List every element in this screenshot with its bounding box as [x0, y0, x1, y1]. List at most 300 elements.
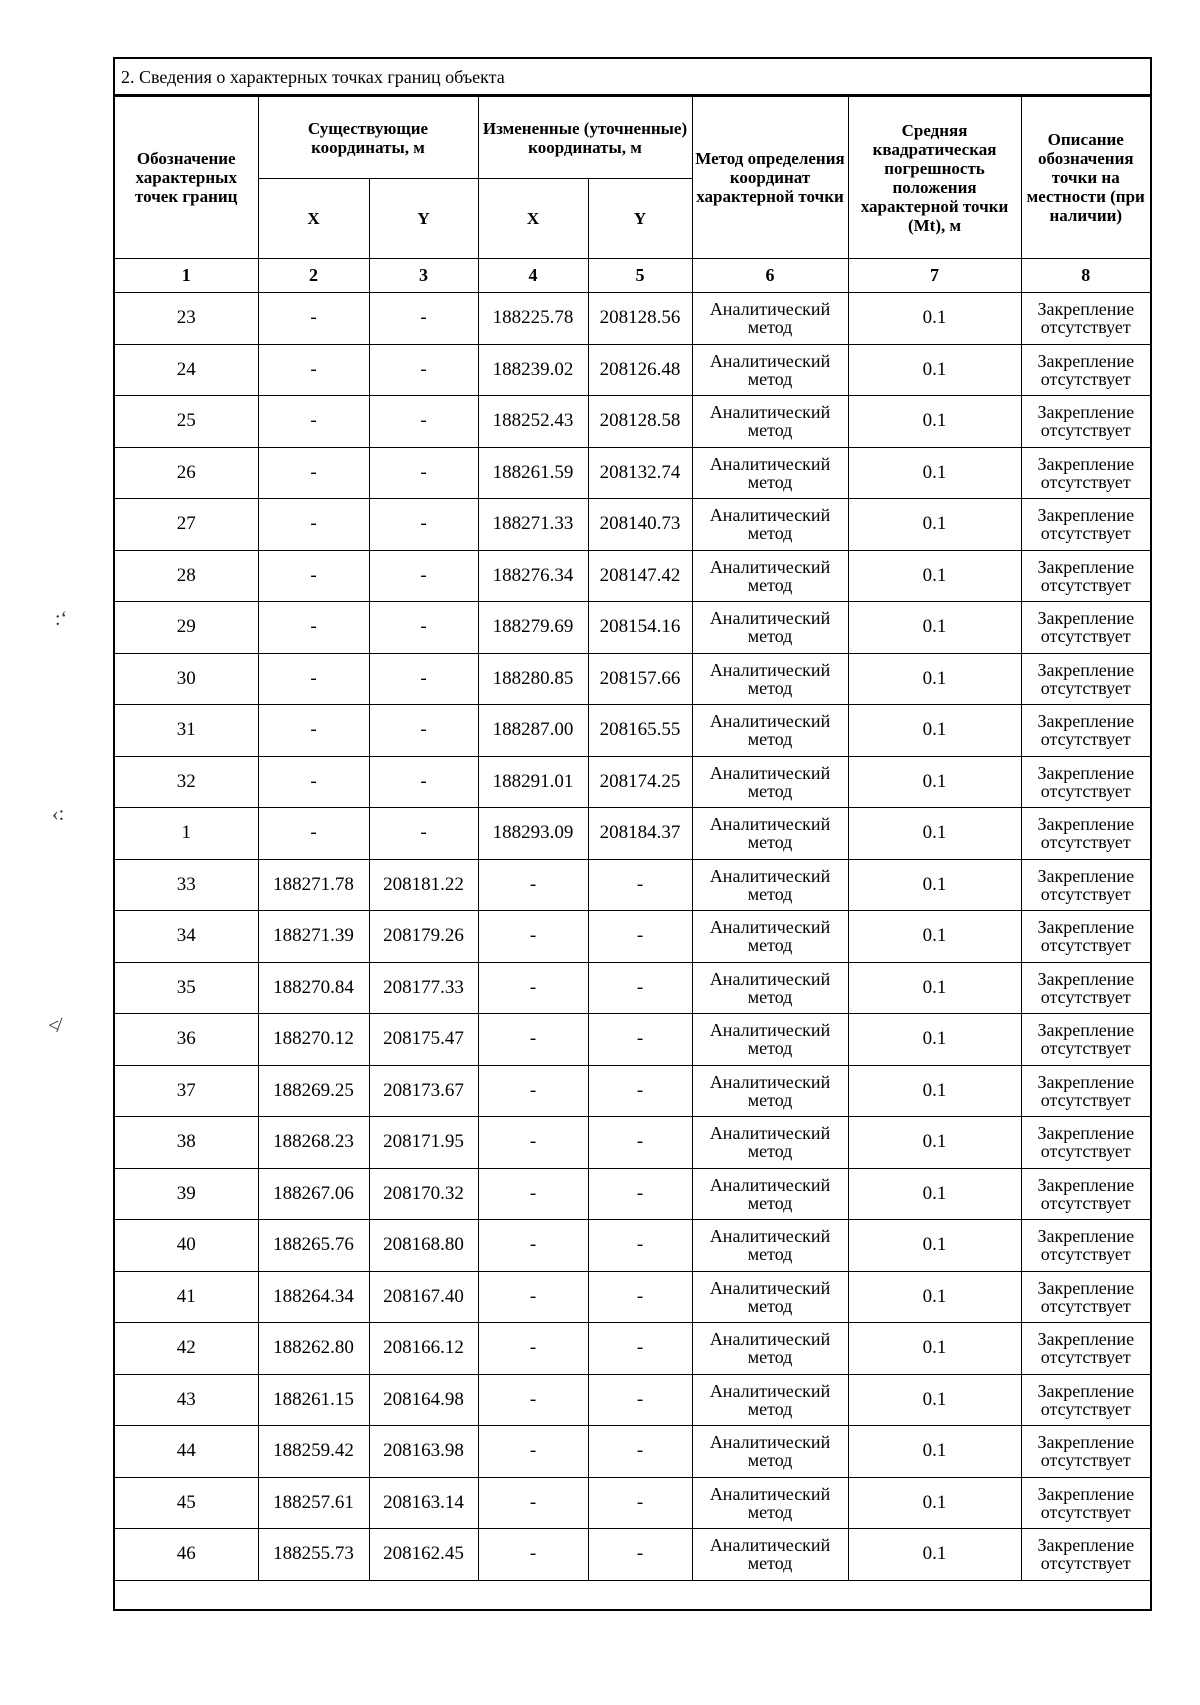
method-cell — [692, 1014, 848, 1066]
method-text: метод — [747, 1141, 793, 1162]
changed-x-cell: 188225.78 — [478, 293, 588, 345]
method-text: метод — [747, 368, 793, 389]
existing-y-cell: 208179.26 — [369, 911, 478, 963]
header-existing-x: X — [258, 179, 369, 259]
mean-error-cell: 0.1 — [848, 550, 1021, 602]
method-text: Аналитический — [709, 814, 831, 835]
point-cell: 36 — [115, 1014, 258, 1066]
existing-y-cell: - — [369, 602, 478, 654]
description-text: отсутствует — [1040, 832, 1131, 853]
description-text: Закрепление — [1037, 350, 1135, 371]
changed-x-cell: 188276.34 — [478, 550, 588, 602]
existing-x-cell: - — [258, 293, 369, 345]
method-text: метод — [747, 832, 793, 853]
point-cell: 38 — [115, 1117, 258, 1169]
column-number: 6 — [692, 259, 848, 293]
description-text: отсутствует — [1040, 317, 1131, 338]
mean-error-cell: 0.1 — [848, 1168, 1021, 1220]
changed-x-cell: - — [478, 1271, 588, 1323]
method-text: Аналитический — [709, 299, 831, 320]
existing-y-cell: - — [369, 705, 478, 757]
column-number: 8 — [1021, 259, 1150, 293]
changed-x-cell: - — [478, 1323, 588, 1375]
existing-y-cell: 208170.32 — [369, 1168, 478, 1220]
table-row — [115, 1117, 1150, 1169]
method-text: Аналитический — [709, 1174, 831, 1195]
method-text: Аналитический — [709, 350, 831, 371]
method-text: Аналитический — [709, 917, 831, 938]
changed-x-cell: 188291.01 — [478, 756, 588, 808]
description-text: Закрепление — [1037, 1020, 1135, 1041]
table-row — [115, 1426, 1150, 1478]
description-text: отсутствует — [1040, 1038, 1131, 1059]
method-cell — [692, 1220, 848, 1272]
existing-x-cell: 188261.15 — [258, 1374, 369, 1426]
mean-error-cell: 0.1 — [848, 1477, 1021, 1529]
method-cell — [692, 962, 848, 1014]
description-text: Закрепление — [1037, 1071, 1135, 1092]
table-footer-space — [115, 1581, 1150, 1616]
method-text: метод — [747, 1089, 793, 1110]
changed-y-cell: 208165.55 — [588, 705, 692, 757]
description-text: Закрепление — [1037, 1123, 1135, 1144]
description-text: Закрепление — [1037, 1226, 1135, 1247]
changed-y-cell: 208154.16 — [588, 602, 692, 654]
method-text: Аналитический — [709, 556, 831, 577]
changed-x-cell: - — [478, 859, 588, 911]
scan-speck-mark: :‘ — [55, 608, 68, 630]
point-cell: 28 — [115, 550, 258, 602]
existing-x-cell: - — [258, 602, 369, 654]
description-cell — [1021, 396, 1150, 448]
changed-x-cell: 188261.59 — [478, 447, 588, 499]
method-text: метод — [747, 883, 793, 904]
point-cell: 41 — [115, 1271, 258, 1323]
existing-x-cell: 188265.76 — [258, 1220, 369, 1272]
description-text: Закрепление — [1037, 1329, 1135, 1350]
existing-x-cell: - — [258, 756, 369, 808]
changed-x-cell: - — [478, 1426, 588, 1478]
point-cell: 37 — [115, 1065, 258, 1117]
mean-error-cell: 0.1 — [848, 499, 1021, 551]
existing-x-cell: 188271.78 — [258, 859, 369, 911]
point-cell: 32 — [115, 756, 258, 808]
method-text: метод — [747, 1347, 793, 1368]
method-text: метод — [747, 317, 793, 338]
existing-x-cell: 188271.39 — [258, 911, 369, 963]
description-text: отсутствует — [1040, 729, 1131, 750]
changed-x-cell: - — [478, 1168, 588, 1220]
table-row — [115, 550, 1150, 602]
method-cell — [692, 808, 848, 860]
method-text: метод — [747, 677, 793, 698]
existing-x-cell: - — [258, 344, 369, 396]
method-text: метод — [747, 471, 793, 492]
method-text: Аналитический — [709, 1483, 831, 1504]
method-cell — [692, 344, 848, 396]
table-row — [115, 1323, 1150, 1375]
changed-y-cell: 208132.74 — [588, 447, 692, 499]
table-row — [115, 1220, 1150, 1272]
method-cell — [692, 1168, 848, 1220]
section-title: 2. Сведения о характерных точках границ объекта — [115, 59, 1150, 96]
description-cell — [1021, 1374, 1150, 1426]
mean-error-cell: 0.1 — [848, 962, 1021, 1014]
changed-x-cell: - — [478, 1529, 588, 1581]
description-text: Закрепление — [1037, 505, 1135, 526]
existing-y-cell: - — [369, 756, 478, 808]
table-row — [115, 1065, 1150, 1117]
method-text: метод — [747, 626, 793, 647]
description-text: отсутствует — [1040, 574, 1131, 595]
method-text: Аналитический — [709, 762, 831, 783]
changed-y-cell: - — [588, 1374, 692, 1426]
existing-y-cell: 208163.98 — [369, 1426, 478, 1478]
mean-error-cell: 0.1 — [848, 705, 1021, 757]
table-row — [115, 859, 1150, 911]
description-text: Закрепление — [1037, 814, 1135, 835]
existing-y-cell: 208167.40 — [369, 1271, 478, 1323]
header-method: Метод определения координат характерной точки — [692, 97, 848, 259]
point-cell: 45 — [115, 1477, 258, 1529]
table-row — [115, 344, 1150, 396]
existing-y-cell: 208173.67 — [369, 1065, 478, 1117]
changed-x-cell: 188293.09 — [478, 808, 588, 860]
method-text: Аналитический — [709, 1123, 831, 1144]
description-text: Закрепление — [1037, 1380, 1135, 1401]
point-cell: 46 — [115, 1529, 258, 1581]
table-row — [115, 1014, 1150, 1066]
method-text: метод — [747, 1244, 793, 1265]
changed-y-cell: 208128.58 — [588, 396, 692, 448]
method-cell — [692, 705, 848, 757]
mean-error-cell: 0.1 — [848, 911, 1021, 963]
table-row — [115, 1168, 1150, 1220]
method-text: метод — [747, 935, 793, 956]
existing-y-cell: 208163.14 — [369, 1477, 478, 1529]
column-number-row — [115, 259, 1150, 293]
mean-error-cell: 0.1 — [848, 1117, 1021, 1169]
changed-x-cell: - — [478, 1477, 588, 1529]
header-designation: Обозначение характерных точек границ — [115, 97, 258, 259]
point-cell: 31 — [115, 705, 258, 757]
method-cell — [692, 859, 848, 911]
method-text: метод — [747, 1192, 793, 1213]
existing-x-cell: - — [258, 808, 369, 860]
description-text: отсутствует — [1040, 1089, 1131, 1110]
method-text: метод — [747, 729, 793, 750]
changed-x-cell: 188271.33 — [478, 499, 588, 551]
description-cell — [1021, 859, 1150, 911]
existing-x-cell: 188269.25 — [258, 1065, 369, 1117]
method-text: Аналитический — [709, 402, 831, 423]
column-number: 2 — [258, 259, 369, 293]
method-text: Аналитический — [709, 865, 831, 886]
changed-x-cell: - — [478, 1065, 588, 1117]
method-text: метод — [747, 780, 793, 801]
method-cell — [692, 1477, 848, 1529]
method-text: Аналитический — [709, 1020, 831, 1041]
description-cell — [1021, 1529, 1150, 1581]
description-cell — [1021, 1220, 1150, 1272]
mean-error-cell: 0.1 — [848, 756, 1021, 808]
point-cell: 33 — [115, 859, 258, 911]
method-text: Аналитический — [709, 608, 831, 629]
method-cell — [692, 756, 848, 808]
header-mean-error: Средняя квадратическая погрешность положения характерной точки (Mt), м — [848, 97, 1021, 259]
mean-error-cell: 0.1 — [848, 344, 1021, 396]
changed-y-cell: - — [588, 1220, 692, 1272]
existing-x-cell: 188264.34 — [258, 1271, 369, 1323]
table-row — [115, 808, 1150, 860]
changed-y-cell: - — [588, 1529, 692, 1581]
mean-error-cell: 0.1 — [848, 1271, 1021, 1323]
method-cell — [692, 653, 848, 705]
method-text: Аналитический — [709, 968, 831, 989]
changed-y-cell: 208174.25 — [588, 756, 692, 808]
description-cell — [1021, 1014, 1150, 1066]
description-cell — [1021, 1477, 1150, 1529]
existing-x-cell: - — [258, 396, 369, 448]
point-cell: 29 — [115, 602, 258, 654]
column-number: 4 — [478, 259, 588, 293]
point-cell: 44 — [115, 1426, 258, 1478]
description-text: Закрепление — [1037, 453, 1135, 474]
method-text: Аналитический — [709, 659, 831, 680]
description-text: отсутствует — [1040, 677, 1131, 698]
description-text: отсутствует — [1040, 1347, 1131, 1368]
existing-x-cell: 188259.42 — [258, 1426, 369, 1478]
table-body — [115, 293, 1150, 1581]
description-text: отсутствует — [1040, 1398, 1131, 1419]
description-text: отсутствует — [1040, 1450, 1131, 1471]
mean-error-cell: 0.1 — [848, 1374, 1021, 1426]
existing-y-cell: - — [369, 653, 478, 705]
changed-y-cell: - — [588, 1426, 692, 1478]
existing-x-cell: 188268.23 — [258, 1117, 369, 1169]
point-cell: 42 — [115, 1323, 258, 1375]
description-text: Закрепление — [1037, 608, 1135, 629]
method-cell — [692, 1117, 848, 1169]
table-row — [115, 1477, 1150, 1529]
method-text: Аналитический — [709, 1226, 831, 1247]
description-cell — [1021, 499, 1150, 551]
existing-x-cell: 188257.61 — [258, 1477, 369, 1529]
existing-y-cell: - — [369, 550, 478, 602]
table-row — [115, 1374, 1150, 1426]
mean-error-cell: 0.1 — [848, 1426, 1021, 1478]
scan-speck-mark: ≮ — [48, 1015, 60, 1037]
description-cell — [1021, 293, 1150, 345]
description-text: Закрепление — [1037, 865, 1135, 886]
existing-y-cell: - — [369, 396, 478, 448]
method-cell — [692, 1323, 848, 1375]
description-text: Закрепление — [1037, 1174, 1135, 1195]
description-cell — [1021, 550, 1150, 602]
point-cell: 23 — [115, 293, 258, 345]
changed-y-cell: - — [588, 1477, 692, 1529]
existing-x-cell: 188267.06 — [258, 1168, 369, 1220]
description-cell — [1021, 447, 1150, 499]
mean-error-cell: 0.1 — [848, 653, 1021, 705]
method-text: Аналитический — [709, 453, 831, 474]
description-text: Закрепление — [1037, 402, 1135, 423]
description-text: Закрепление — [1037, 917, 1135, 938]
existing-x-cell: 188255.73 — [258, 1529, 369, 1581]
point-cell: 27 — [115, 499, 258, 551]
mean-error-cell: 0.1 — [848, 1065, 1021, 1117]
mean-error-cell: 0.1 — [848, 859, 1021, 911]
description-text: отсутствует — [1040, 883, 1131, 904]
existing-x-cell: 188270.84 — [258, 962, 369, 1014]
method-cell — [692, 447, 848, 499]
table-row — [115, 602, 1150, 654]
existing-y-cell: 208162.45 — [369, 1529, 478, 1581]
existing-x-cell: - — [258, 447, 369, 499]
method-text: Аналитический — [709, 711, 831, 732]
changed-y-cell: - — [588, 1168, 692, 1220]
table-row — [115, 962, 1150, 1014]
description-text: отсутствует — [1040, 1192, 1131, 1213]
changed-y-cell: 208184.37 — [588, 808, 692, 860]
description-text: Закрепление — [1037, 968, 1135, 989]
description-text: Закрепление — [1037, 299, 1135, 320]
existing-y-cell: 208168.80 — [369, 1220, 478, 1272]
description-text: Закрепление — [1037, 711, 1135, 732]
description-text: отсутствует — [1040, 935, 1131, 956]
existing-y-cell: - — [369, 344, 478, 396]
method-text: Аналитический — [709, 1277, 831, 1298]
header-changed-y: Y — [588, 179, 692, 259]
method-cell — [692, 396, 848, 448]
method-text: метод — [747, 1501, 793, 1522]
description-text: Закрепление — [1037, 1535, 1135, 1556]
method-cell — [692, 1374, 848, 1426]
table-row — [115, 705, 1150, 757]
mean-error-cell: 0.1 — [848, 808, 1021, 860]
changed-x-cell: 188279.69 — [478, 602, 588, 654]
description-text: отсутствует — [1040, 1141, 1131, 1162]
point-cell: 40 — [115, 1220, 258, 1272]
description-text: отсутствует — [1040, 523, 1131, 544]
method-text: Аналитический — [709, 1071, 831, 1092]
description-text: отсутствует — [1040, 780, 1131, 801]
method-text: метод — [747, 420, 793, 441]
existing-x-cell: - — [258, 550, 369, 602]
method-text: Аналитический — [709, 1535, 831, 1556]
point-cell: 24 — [115, 344, 258, 396]
changed-x-cell: - — [478, 1117, 588, 1169]
description-text: Закрепление — [1037, 659, 1135, 680]
column-number: 7 — [848, 259, 1021, 293]
table-row — [115, 653, 1150, 705]
method-text: метод — [747, 1450, 793, 1471]
method-cell — [692, 911, 848, 963]
scan-speck-mark: ‹: — [52, 803, 65, 825]
existing-y-cell: 208171.95 — [369, 1117, 478, 1169]
header-changed-coordinates: Измененные (уточненные) координаты, м — [478, 97, 692, 179]
changed-y-cell: - — [588, 1271, 692, 1323]
existing-y-cell: - — [369, 293, 478, 345]
description-text: отсутствует — [1040, 626, 1131, 647]
method-cell — [692, 499, 848, 551]
description-text: Закрепление — [1037, 1483, 1135, 1504]
coordinates-section — [113, 57, 1152, 1611]
method-cell — [692, 602, 848, 654]
method-text: Аналитический — [709, 1432, 831, 1453]
existing-y-cell: 208177.33 — [369, 962, 478, 1014]
changed-x-cell: - — [478, 962, 588, 1014]
description-cell — [1021, 911, 1150, 963]
description-text: Закрепление — [1037, 762, 1135, 783]
changed-y-cell: - — [588, 911, 692, 963]
method-text: метод — [747, 523, 793, 544]
mean-error-cell: 0.1 — [848, 1529, 1021, 1581]
existing-y-cell: - — [369, 499, 478, 551]
table-row — [115, 911, 1150, 963]
method-text: метод — [747, 1553, 793, 1574]
existing-y-cell: 208175.47 — [369, 1014, 478, 1066]
method-text: метод — [747, 1295, 793, 1316]
point-cell: 25 — [115, 396, 258, 448]
existing-y-cell: 208164.98 — [369, 1374, 478, 1426]
existing-x-cell: - — [258, 705, 369, 757]
header-existing-y: Y — [369, 179, 478, 259]
method-cell — [692, 550, 848, 602]
method-cell — [692, 1426, 848, 1478]
mean-error-cell: 0.1 — [848, 1220, 1021, 1272]
changed-x-cell: - — [478, 1220, 588, 1272]
description-cell — [1021, 1271, 1150, 1323]
point-cell: 43 — [115, 1374, 258, 1426]
column-number: 5 — [588, 259, 692, 293]
mean-error-cell: 0.1 — [848, 447, 1021, 499]
method-text: метод — [747, 986, 793, 1007]
description-cell — [1021, 602, 1150, 654]
description-text: отсутствует — [1040, 420, 1131, 441]
existing-x-cell: - — [258, 499, 369, 551]
point-cell: 30 — [115, 653, 258, 705]
changed-y-cell: 208157.66 — [588, 653, 692, 705]
changed-y-cell: - — [588, 962, 692, 1014]
table-row — [115, 1529, 1150, 1581]
description-cell — [1021, 756, 1150, 808]
method-cell — [692, 1271, 848, 1323]
existing-x-cell: 188262.80 — [258, 1323, 369, 1375]
boundary-points-table — [115, 96, 1150, 1581]
header-description: Описание обозначения точки на местности (при наличии) — [1021, 97, 1150, 259]
header-changed-x: X — [478, 179, 588, 259]
column-number: 1 — [115, 259, 258, 293]
changed-y-cell: - — [588, 859, 692, 911]
changed-x-cell: 188287.00 — [478, 705, 588, 757]
description-cell — [1021, 344, 1150, 396]
changed-x-cell: 188252.43 — [478, 396, 588, 448]
table-row — [115, 1271, 1150, 1323]
table-row — [115, 396, 1150, 448]
mean-error-cell: 0.1 — [848, 396, 1021, 448]
changed-y-cell: 208140.73 — [588, 499, 692, 551]
table-row — [115, 293, 1150, 345]
changed-y-cell: 208126.48 — [588, 344, 692, 396]
changed-y-cell: - — [588, 1323, 692, 1375]
description-cell — [1021, 705, 1150, 757]
existing-x-cell: 188270.12 — [258, 1014, 369, 1066]
description-cell — [1021, 653, 1150, 705]
description-text: отсутствует — [1040, 1244, 1131, 1265]
header-existing-coordinates: Существующие координаты, м — [258, 97, 478, 179]
table-row — [115, 756, 1150, 808]
